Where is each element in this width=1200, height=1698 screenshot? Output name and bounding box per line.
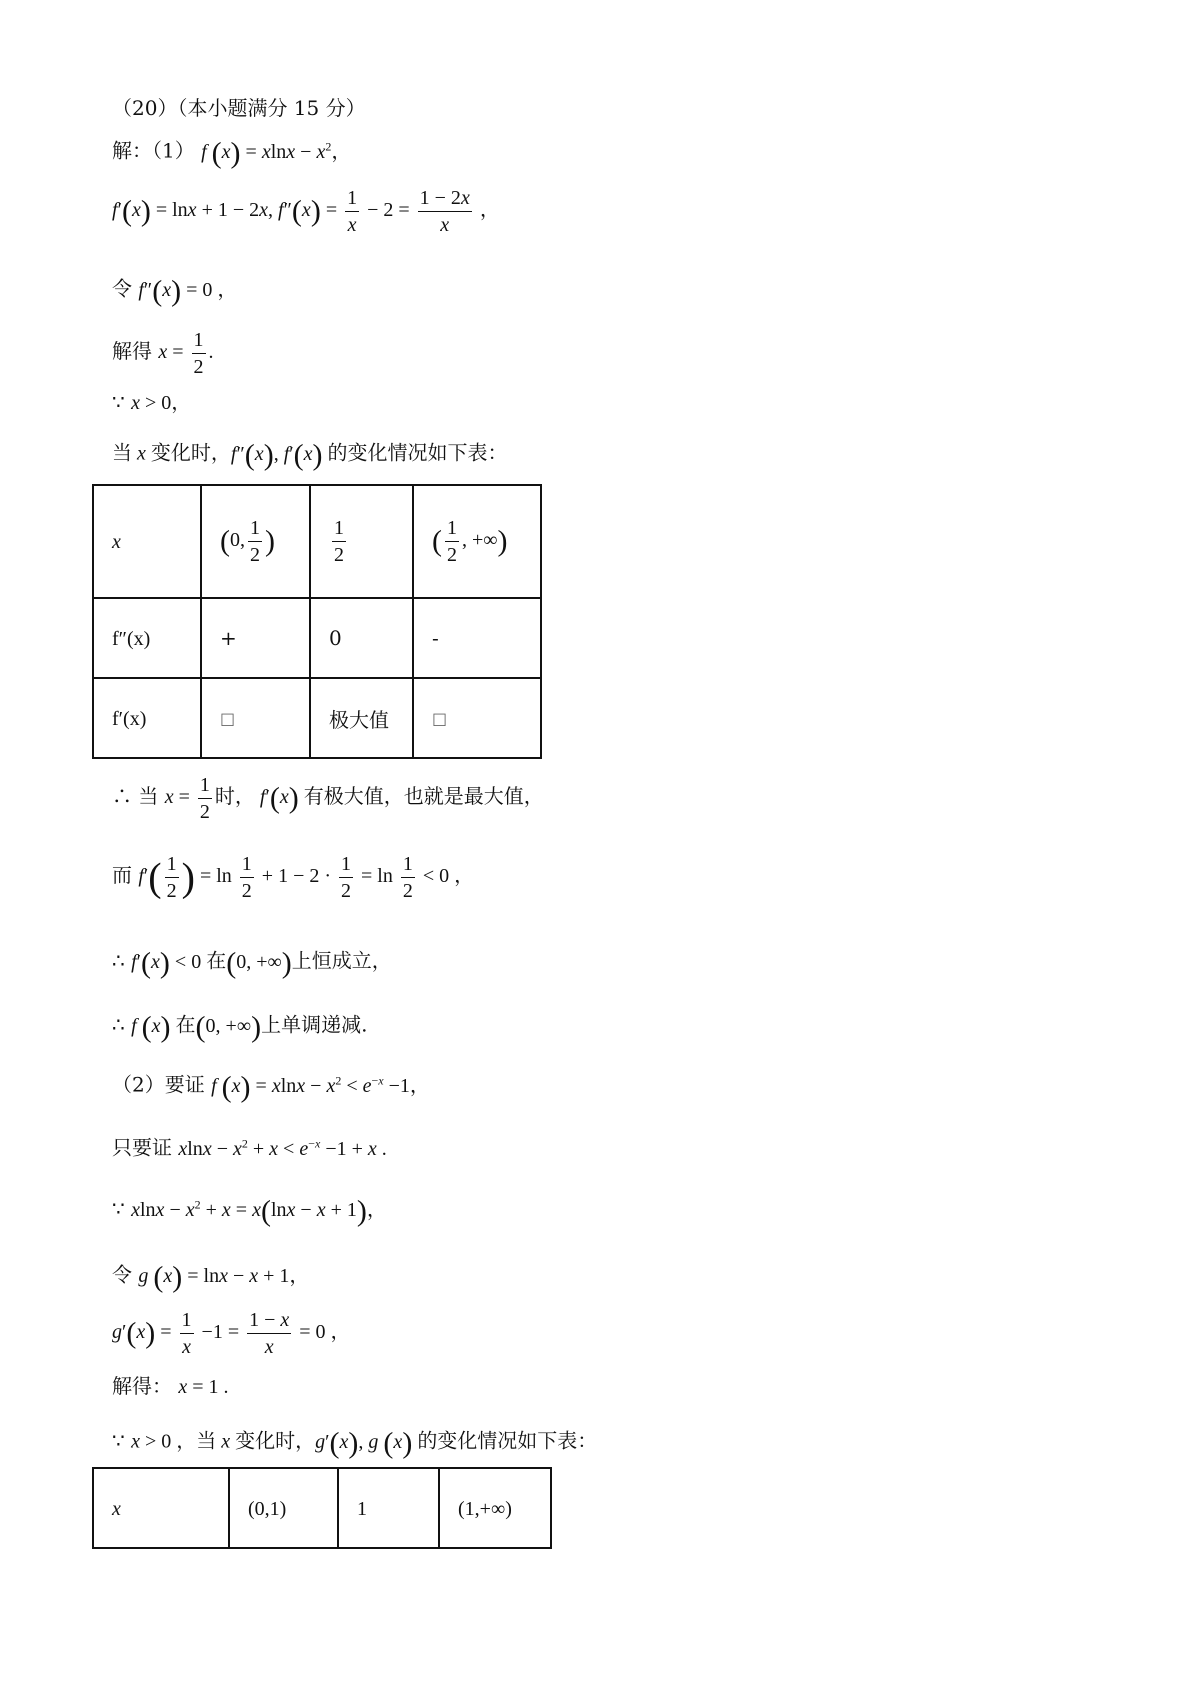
table2-intro: ∵ x > 0 ，当 x 变化时，g′(x), g (x) 的变化情况如下表： [112,1426,598,1459]
table-intro-suffix: 的变化情况如下表： [417,1428,598,1453]
table1-cell: 0 [310,598,413,678]
table1-header-point: $\frac{1}{2}$ [310,485,413,598]
part2-label: （2）要证 [112,1072,205,1097]
therefore-symbol: ∴ [112,1012,125,1037]
table1-header-row [93,485,541,598]
decreasing-text: 上单调递减. [261,1012,368,1037]
table2-header-x: x [93,1468,229,1548]
because-line: ∵ x > 0， [112,390,192,414]
variation-table-1 [92,484,542,759]
let-line: 令 f″(x) = 0 ， [112,274,238,307]
table1-row-label: f′(x) [93,678,201,758]
holds-line: ∴ f′(x) < 0 在(0, +∞)上恒成立， [112,946,392,979]
table1-cell: + [201,598,310,678]
problem-header: （20）（本小题满分 15 分） [112,96,366,120]
comma: ， [176,1428,197,1453]
evaluate-line: 而 f′( $\frac{1}{2}$ ) = ln $\frac{1}{2}$ + 1 − 2 · $\frac{1}{2}$ = ln $\frac{1}{2}$ < 0 ， [112,853,475,902]
has-max-text: 有极大值，也就是最大值， [303,784,544,809]
table1-row-label: f″(x) [93,598,201,678]
solution-line-1: 解：（1） f $(x) = xlnx - x^2$， [112,136,352,169]
table1-cell: - [413,598,541,678]
table-intro-suffix: 的变化情况如下表： [327,440,508,465]
when-label: 当 [138,784,159,809]
only-need-label: 只要证 [112,1135,172,1160]
when-label: 当 [196,1428,217,1453]
table1-row-first-derivative [93,678,541,758]
table1-header-interval-2: ( $\frac{1}{2}$ , +∞) [413,485,541,598]
decreasing-line: ∴ f (x) 在(0, +∞)上单调递减. [112,1010,368,1043]
define-g-line: 令 g (x) = lnx − x + 1， [112,1260,310,1293]
table1-header-x: x [93,485,201,598]
table1-cell: □ [413,678,541,758]
table1-cell: □ [201,678,310,758]
because-symbol: ∵ [112,390,125,414]
table1-cell: 极大值 [310,678,413,758]
table1-header-interval-1: (0, $\frac{1}{2}$ ) [201,485,310,598]
g-derivative-line: g′(x) = $\frac{1}{x}$ −1 = $\frac{1 - x}{x}$ = 0 ， [112,1309,351,1358]
at-time-label: 时， [214,784,255,809]
because-symbol: ∵ [112,1196,125,1221]
therefore-symbol: ∴ [112,948,125,973]
let-label: 令 [112,1262,132,1287]
max-line: ∴ 当 x = $\frac{1}{2}$ 时， f′(x) 有极大值，也就是最大值， [112,774,544,823]
let-label: 令 [112,276,132,301]
because-symbol: ∵ [112,1428,125,1453]
table1-intro: 当 x 变化时，f″(x), f′(x) 的变化情况如下表： [112,438,508,471]
vary-label: 变化时， [235,1428,316,1453]
part2-line: （2）要证 f $(x) = xlnx - x^2 < e^{-x} -1$， [112,1070,430,1103]
solve-label: 解得 [112,339,152,364]
table1-row-second-derivative [93,598,541,678]
factor-line: ∵ $xlnx - x^2 + x = x(\ln x - x + 1)$， [112,1194,387,1227]
variation-table-2 [92,1467,552,1549]
on-label: 在 [206,948,227,973]
on-label: 在 [175,1012,196,1037]
therefore-symbol: ∴ [112,784,132,809]
solve-colon-label: 解得： [112,1374,172,1398]
table2-header-point: 1 [338,1468,439,1548]
table2-header-interval-1: (0,1) [229,1468,338,1548]
solve-line: 解得 x = $\frac{1}{2}$ . [112,329,214,378]
when-label: 当 [112,440,132,465]
table2-header-interval-2: (1,+∞) [439,1468,551,1548]
table2-header-row [93,1468,551,1548]
solve-g-line: 解得： x = 1 . [112,1374,229,1398]
vary-label: 变化时， [150,440,231,465]
derivative-line: f′(x) = lnx + 1 − 2x, f″(x) = $\frac{1}{x}$ − 2 = $\frac{1 - 2x}{x}$ ， [112,187,500,236]
and-label: 而 [112,863,132,888]
holds-text: 上恒成立， [291,948,392,973]
solution-label: 解：（1） [112,138,195,163]
only-need-line: 只要证 $xlnx - x^2 + x < e^{-x} -1 + x$ . [112,1135,387,1160]
